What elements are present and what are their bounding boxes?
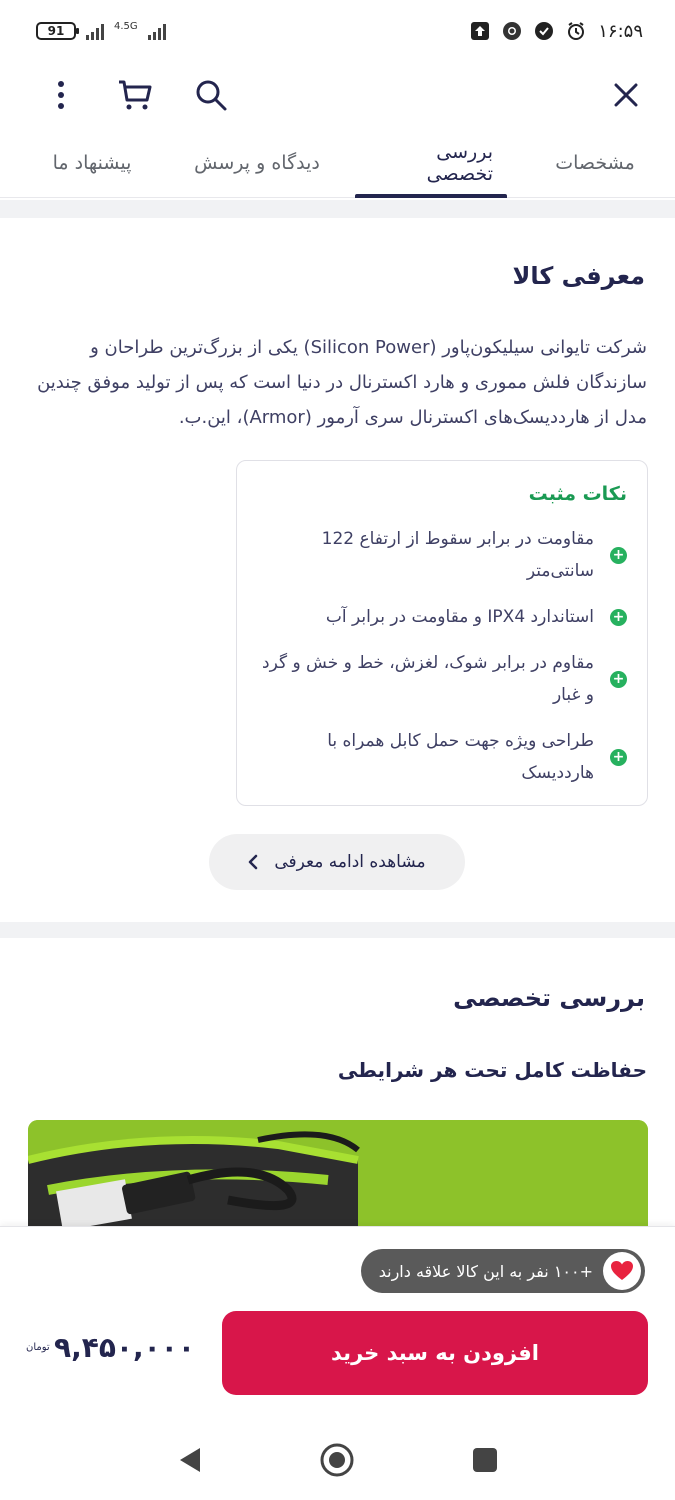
product-image (28, 1120, 648, 1226)
status-right (470, 21, 643, 42)
pros-item (257, 523, 627, 587)
review-subheading: حفاظت کامل تحت هر شرایطی (337, 1058, 647, 1082)
currency-label: تومان (26, 1342, 50, 1353)
add-to-cart-button[interactable]: افزودن به سبد خرید (222, 1311, 648, 1395)
tab-suggestions[interactable]: پیشنهاد ما (52, 152, 132, 174)
plus-icon: + (610, 749, 627, 766)
nav-back-button[interactable] (170, 1440, 210, 1480)
cart-icon (117, 78, 153, 112)
nav-recents-button[interactable] (465, 1440, 505, 1480)
bottom-purchase-bar (0, 1226, 675, 1418)
signal-icon-2 (148, 22, 166, 40)
favorites-text: +۱۰۰ نفر به این کالا علاقه دارند (378, 1261, 593, 1281)
search-button[interactable] (190, 74, 232, 116)
signal-icon (86, 22, 104, 40)
plus-icon: + (610, 671, 627, 688)
status-left (36, 22, 166, 40)
plus-icon: + (610, 547, 627, 564)
chrome-icon (502, 21, 522, 41)
pros-item (257, 647, 627, 711)
home-circle-icon (319, 1442, 355, 1478)
back-triangle-icon (178, 1446, 202, 1474)
tab-expert-review[interactable]: بررسی تخصصی (347, 130, 515, 196)
pros-item-text: مقاومت در برابر سقوط از ارتفاع 122 سانتی‌متر (321, 529, 594, 581)
chevron-left-icon (248, 854, 258, 870)
show-more-label: مشاهده ادامه معرفی (274, 852, 426, 872)
more-options-button[interactable] (40, 74, 82, 116)
section-divider-2 (0, 922, 675, 938)
heart-icon (603, 1252, 641, 1290)
product-tabs (0, 130, 675, 198)
recents-square-icon (472, 1447, 498, 1473)
tab-specs[interactable]: مشخصات (555, 152, 635, 174)
plus-icon: + (610, 609, 627, 626)
system-navigation-bar (0, 1418, 675, 1500)
hard-drive-illustration (28, 1120, 648, 1226)
price-value: ۹,۴۵۰,۰۰۰ (54, 1331, 195, 1364)
upload-icon (470, 21, 490, 41)
pros-item-text: استاندارد IPX4 و مقاومت در برابر آب (325, 607, 594, 627)
alarm-icon (566, 21, 586, 41)
tab-comments[interactable]: دیدگاه و پرسش (194, 152, 320, 174)
pros-item-text: مقاوم در برابر شوک، لغزش، خط و خش و گرد و غبار (262, 653, 594, 705)
pros-box (236, 460, 648, 806)
top-action-bar (0, 62, 675, 128)
close-icon (613, 82, 639, 108)
intro-title: معرفی کالا (512, 262, 645, 290)
battery-indicator: 91 (36, 22, 76, 40)
pros-title: نکات مثبت (528, 483, 627, 505)
status-bar (0, 0, 675, 62)
cart-button[interactable] (114, 74, 156, 116)
shield-check-icon (534, 21, 554, 41)
search-icon (194, 78, 228, 112)
pros-item (257, 725, 627, 789)
price-block (26, 1331, 195, 1364)
nav-home-button[interactable] (317, 1440, 357, 1480)
close-button[interactable] (605, 74, 647, 116)
review-title: بررسی تخصصی (453, 984, 645, 1012)
more-vertical-icon (56, 80, 66, 110)
intro-text: شرکت تایوانی سیلیکون‌پاور (Silicon Power) یکی از بزرگ‌ترین طراحان و سازندگان فلش مموری و هارد اکسترنال در دنیا است که پس از تولید موفق چندین مدل از هارددیسک‌های اکسترنال سری آرمور (Armor)، این.ب. (37, 337, 647, 428)
section-divider (0, 200, 675, 218)
pros-item-text: طراحی ویژه جهت حمل کابل همراه با هارددیسک (327, 731, 594, 783)
favorites-badge[interactable] (361, 1249, 645, 1293)
show-more-intro-button[interactable] (209, 834, 465, 890)
status-time: ۱۶:۵۹ (598, 20, 643, 42)
pros-item (257, 601, 627, 633)
network-type: 4.5G (114, 21, 138, 32)
